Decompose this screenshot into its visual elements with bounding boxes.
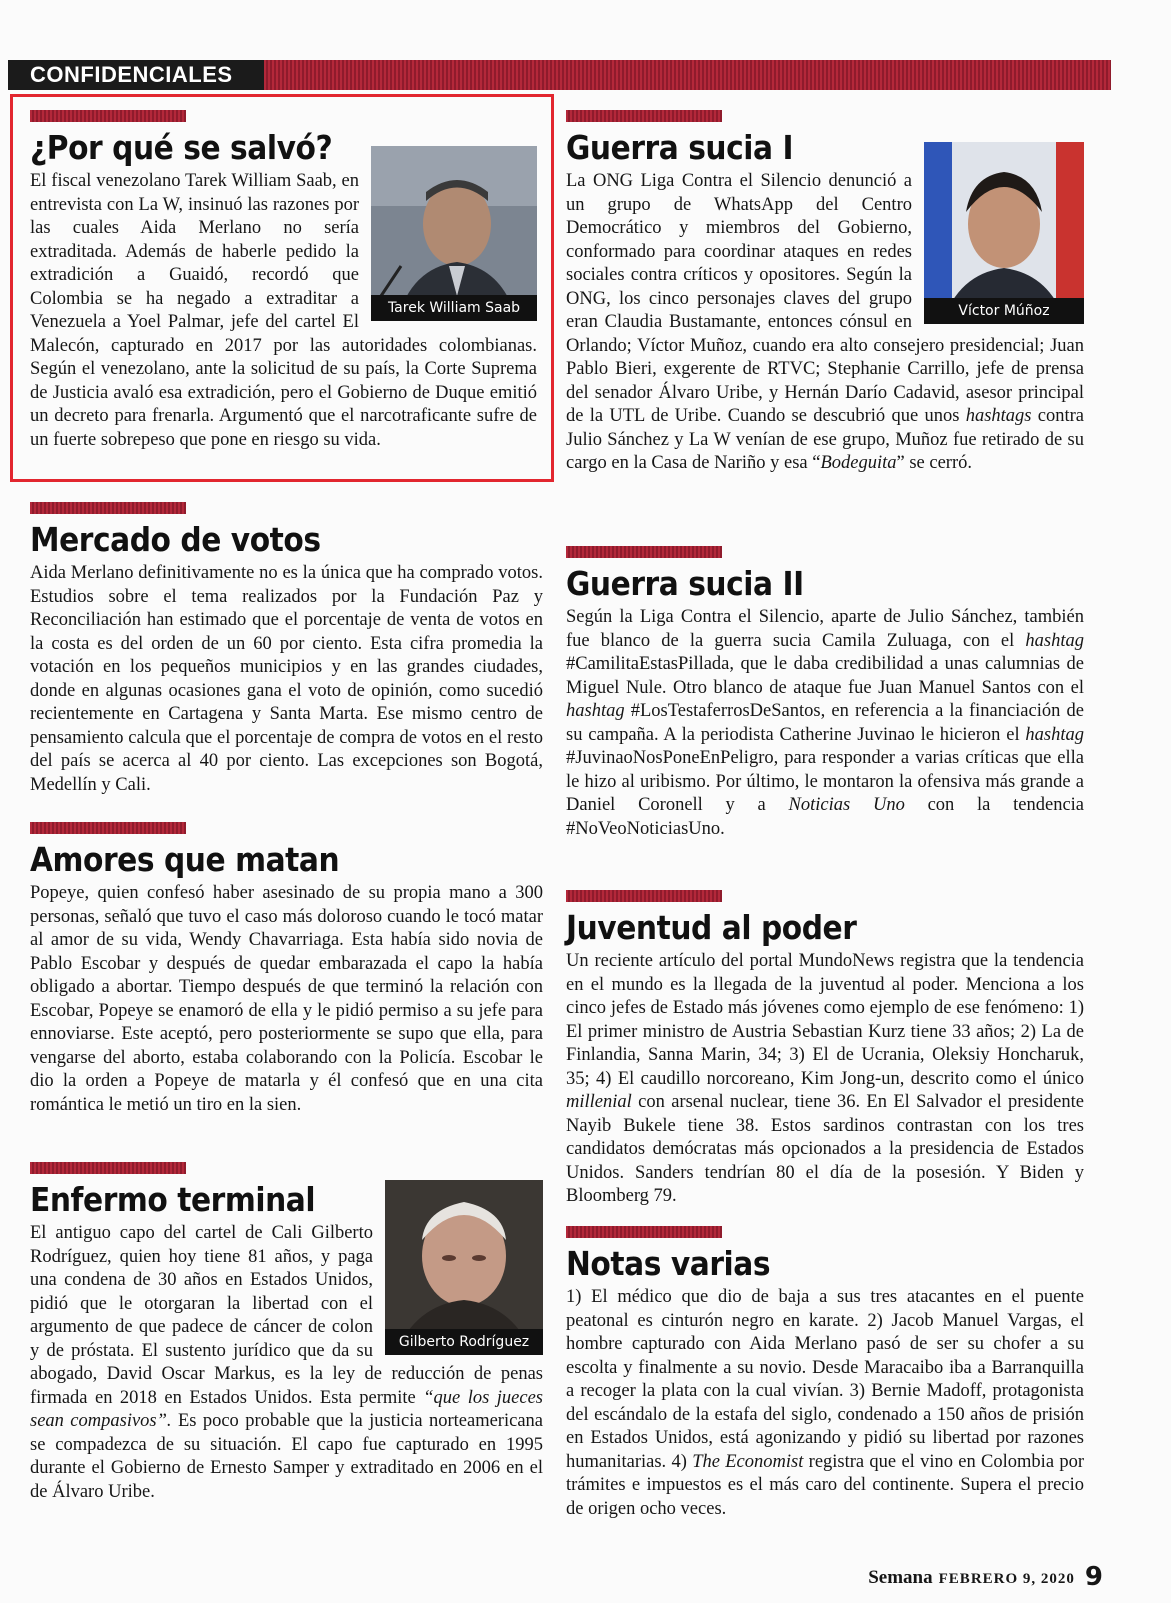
article-rule: [566, 546, 722, 558]
article-body: El fiscal venezolano Tarek William Saab, en entrevista con La W, insinuó las razones por las cuales Aida Merlano no sería extraditada. Además de haberle pedido la extradición a Guaidó, recordó que Colombia se ha negado a extraditar a Venezuela a Yoel Palmar, jefe del cartel El Malecón, capturado en 2017 por las autoridades colombianas. Según el venezolano, ante la solicitud de su país, la Corte Suprema de Justicia avaló esa extradición, pero el Gobierno de Duque emitió un decreto para frenarla. Argumentó que el narcotraficante sufre de un fuerte sobrepeso que pone en riesgo su vida.: [30, 171, 537, 450]
article-rule: [30, 110, 186, 122]
body-text: Un reciente artículo del portal MundoNews registra que la tendencia en el mundo es la llegada de la juventud al poder. Menciona a los cinco jefes de Estado más jóvenes como ejemplo de ese fenómeno: 1) El primer ministro de Austria Sebastian Kurz tiene 33 años; 2) La de Finlandia, Sanna Marin, 34; 3) El de Ucrania, Oleksiy Honcharuk, 35; 4) El caudillo norcoreano, Kim Jong-un, descrito como el único: [566, 951, 1084, 1089]
article-body: [566, 950, 1084, 1209]
body-emphasis: hashtag: [1025, 630, 1084, 651]
photo-caption: Tarek William Saab: [371, 295, 537, 321]
article-title: Mercado de votos: [30, 520, 321, 559]
portrait-image: [924, 142, 1084, 324]
footer-brand: Semana: [868, 1567, 933, 1588]
body-text: contra Julio Sánchez y La W venían de ese grupo, Muñoz fue retirado de su cargo en la Casa de Nariño y esa “: [566, 406, 1084, 473]
article-rule: [566, 1226, 722, 1238]
article-mercado: [30, 502, 543, 797]
article-title: ¿Por qué se salvó?: [30, 128, 333, 167]
article-enfermo: [30, 1162, 543, 1504]
photo-tarek: [371, 146, 537, 321]
article-title: Guerra sucia II: [566, 564, 804, 603]
photo-caption: Víctor Múñoz: [924, 298, 1084, 324]
body-quote: “que los jueces sean compasivos”.: [30, 1387, 543, 1431]
article-salvo: [30, 110, 537, 452]
article-title: Amores que matan: [30, 840, 340, 879]
section-header-bar: [8, 60, 1111, 90]
photo-victor: [924, 142, 1084, 324]
article-body: [566, 1286, 1084, 1521]
article-body: [566, 606, 1084, 841]
body-text: Es poco probable que la justicia norteamericana se compadezca de su situación. El capo fue capturado en 1995 durante el Gobierno de Ernesto Samper y extraditado en 2006 en el de Álvaro Uribe.: [30, 1411, 543, 1502]
article-guerra1: [566, 110, 1084, 476]
article-guerra2: [566, 546, 1084, 841]
body-text: ” se cerró.: [896, 453, 972, 473]
footer-date: FEBRERO 9, 2020: [938, 1571, 1075, 1587]
article-rule: [566, 890, 722, 902]
body-emphasis: Bodeguita: [820, 453, 897, 473]
body-text: #JuvinaoNosPoneEnPeligro, para responder a varias críticas que ella le hizo al uribismo. Por último, le montaron la ofensiva más grande a Daniel Coronell y a: [566, 748, 1084, 815]
article-body: Aida Merlano definitivamente no es la única que ha comprado votos. Estudios sobre el tema realizados por la Fundación Paz y Reconciliación han estimado que el porcentaje de venta de votos en la costa es del orden de un 60 por ciento. Esta cifra promedia la votación en los pequeños municipios y en las grandes ciudades, donde en algunas ocasiones gana el voto de opinión, como sucedió recientemente en Cartagena y Santa Marta. Ese mismo centro de pensamiento calcula que el porcentaje de compra de votos en el resto del país se acerca al 40 por ciento. Las excepciones son Bogotá, Medellín y Cali.: [30, 563, 543, 795]
body-text: El antiguo capo del cartel de Cali Gilberto Rodríguez, quien hoy tiene 81 años, y paga una condena de 30 años en Estados Unidos, pidió que le otorgaran la libertad con el argumento de que padece de cáncer de colon y de próstata. El sustento jurídico que da su abogado, David Oscar Markus, es la ley de reducción de penas firmada en 2018 en Estados Unidos. Esta permite: [30, 1223, 543, 1408]
article-rule: [30, 822, 186, 834]
body-text: 1) El médico que dio de baja a sus tres atacantes en el puente peatonal es cinturón negro en karate. 2) Jacob Manuel Vargas, el hombre capturado con Aida Merlano pasó de ser su chofer a su escolta y finalmente a su novio. Desde Maracaibo iba a Barranquilla a recoger la plata con la cual vivían. 3) Bernie Madoff, protagonista del escándalo de la estafa del siglo, condenado a 150 años de prisión en Estados Unidos, está agonizando y pidió su libertad por razones humanitarias. 4): [566, 1287, 1084, 1472]
body-text: con arsenal nuclear, tiene 36. En El Salvador el presidente Nayib Bukele tiene 38. Estos sardinos contrastan con los tres candidatos demócratas más opcionados a la presidencia de Estados Unidos. Sanders tendrían 80 el día de la posesión. Y Biden y Bloomberg 79.: [566, 1092, 1084, 1206]
page-number: 9: [1084, 1562, 1103, 1592]
article-title: Enfermo terminal: [30, 1180, 316, 1219]
body-emphasis: hashtag: [566, 701, 625, 721]
body-text: Según la Liga Contra el Silencio, aparte de Julio Sánchez, también fue blanco de la guerra sucia Camila Zuluaga, con el: [566, 607, 1084, 651]
article-juventud: [566, 890, 1084, 1209]
article-rule: [30, 502, 186, 514]
article-rule: [566, 110, 722, 122]
body-text: #CamilitaEstasPillada, que le daba credibilidad a unas calumnias de Miguel Nule. Otro blanco de ataque fue Juan Manuel Santos con el: [566, 654, 1084, 698]
page-footer: [868, 1562, 1103, 1592]
photo-caption: Gilberto Rodríguez: [385, 1329, 543, 1355]
body-emphasis: millenial: [566, 1092, 632, 1112]
article-amores: [30, 822, 543, 1117]
body-text: con la tendencia #NoVeoNoticiasUno.: [566, 795, 1085, 839]
body-emphasis: Noticias Uno: [788, 795, 905, 815]
article-title: Juventud al poder: [566, 908, 857, 947]
body-emphasis: hashtag: [1025, 724, 1084, 745]
article-body: Popeye, quien confesó haber asesinado de su propia mano a 300 personas, señaló que tuvo el caso más doloroso cuando le tocó matar al amor de su vida, Wendy Chavarriaga. Esta había sido novia de Pablo Escobar y después de quedar embarazada el capo la había obligado a abortar. Tiempo después de que terminó la relación con Escobar, Popeye se enamoró de ella y le pidió permiso a su jefe para ennoviarse. Este aceptó, pero posteriormente se supo que ella, para vengarse del aborto, estaba colaborando con la Policía. Escobar le dio la orden a Popeye de matarla y él confesó que en una cita romántica le metió un tiro en la sien.: [30, 883, 543, 1115]
article-notas: [566, 1226, 1084, 1521]
article-title: Notas varias: [566, 1244, 771, 1283]
body-text: La ONG Liga Contra el Silencio denunció a un grupo de WhatsApp del Centro Democrático y miembros del Gobierno, conformado para coordinar ataques en redes sociales contra críticos y opositores. Según la ONG, los cinco personajes claves del grupo eran Claudia Bustamante, entonces cónsul en Orlando; Víctor Muñoz, cuando era alto consejero presidencial; Juan Pablo Bieri, exgerente de RTVC; Stephanie Carrillo, jefe de prensa del senador Álvaro Uribe, y Hernán Darío Cadavid, asesor principal de la UTL de Uribe. Cuando se descubrió que unos: [566, 171, 1084, 426]
article-rule: [30, 1162, 186, 1174]
body-emphasis: hashtags: [965, 406, 1032, 426]
body-text: #LosTestaferrosDeSantos, en referencia a la financiación de su campaña. A la periodista Catherine Juvinao le hicieron el: [566, 701, 1084, 745]
article-title: Guerra sucia I: [566, 128, 794, 167]
body-text: registra que el vino en Colombia por trámites e impuestos es el más caro del continente. Supera el precio de origen ocho veces.: [566, 1451, 1084, 1519]
section-label: CONFIDENCIALES: [8, 60, 264, 90]
body-emphasis: The Economist: [692, 1451, 804, 1472]
